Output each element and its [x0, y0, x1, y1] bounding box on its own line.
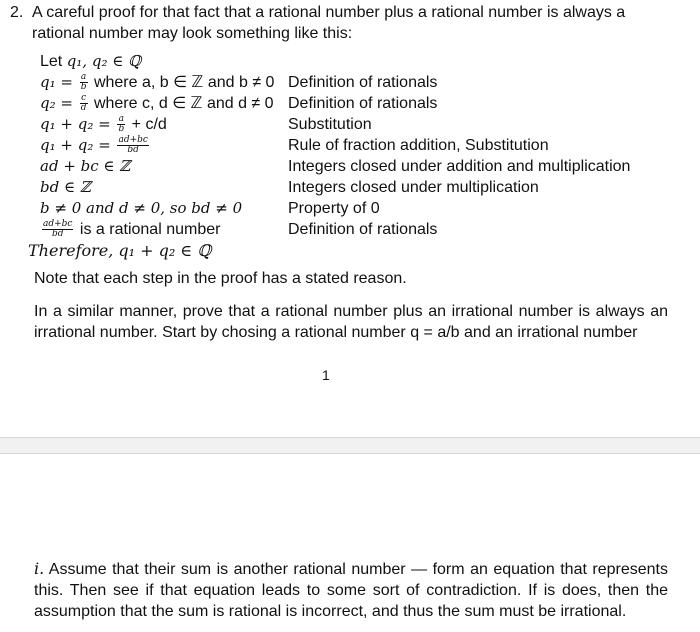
proof-reason: Integers closed under addition and multiplication: [288, 158, 631, 175]
task-text: Assume that their sum is another rational number — form an equation that represents this. Then see if that equation leads to some sort of contradiction. If is does, then the assumption that the sum is rational is incorrect, and thus the sum must be irrational.: [34, 561, 668, 620]
task-label: i.: [34, 559, 45, 578]
statement-math: q₁ =: [40, 73, 78, 91]
fraction-denominator: bd: [51, 229, 64, 240]
statement-math: bd ∈ ℤ: [40, 178, 91, 196]
proof-statement: [40, 156, 130, 177]
fraction: [80, 73, 88, 92]
proof-statement: [40, 135, 151, 156]
page-number: 1: [322, 367, 330, 383]
proof-reason: Definition of rationals: [288, 74, 438, 91]
proof-reason: Definition of rationals: [288, 95, 438, 112]
proof-statement: [40, 198, 242, 219]
fraction: [42, 220, 73, 239]
proof-statement: [40, 114, 167, 135]
fraction: [117, 115, 125, 134]
page-divider: [0, 437, 700, 454]
statement-math: b ≠ 0 and d ≠ 0, so bd ≠ 0: [40, 199, 243, 217]
statement-suffix: where a, b ∈ ℤ and b ≠ 0: [89, 74, 275, 91]
statement-suffix: + c/d: [127, 116, 167, 133]
proof-reason: Definition of rationals: [288, 221, 438, 238]
fraction-numerator: ad+bc: [43, 219, 73, 230]
fraction-numerator: a: [80, 72, 87, 83]
statement-math: q₂ =: [40, 94, 78, 112]
statement-math: q₁, q₂ ∈ ℚ: [66, 52, 142, 70]
statement-math: q₁ + q₂ =: [40, 115, 116, 133]
statement-math: q₁ + q₂ =: [40, 136, 116, 154]
proof-statement: [40, 219, 220, 240]
instruction-text: In a similar manner, prove that a rational number plus an irrational number is always an irrational number. Start by chosing a rational number q = a/b and an irrational number: [34, 303, 668, 341]
task-paragraph: [34, 558, 668, 622]
fraction: [80, 94, 88, 113]
problem-heading: [10, 2, 680, 44]
fraction-numerator: a: [118, 114, 125, 125]
proof-statement: [40, 177, 91, 198]
note-text: Note that each step in the proof has a stated reason.: [34, 270, 407, 287]
proof-reason: Property of 0: [288, 200, 380, 217]
fraction-numerator: ad+bc: [118, 135, 148, 146]
proof-reason: Integers closed under multiplication: [288, 179, 539, 196]
fraction-denominator: b: [80, 82, 87, 93]
proof-statement: [40, 72, 274, 93]
proof-statement: [40, 93, 274, 114]
proof-reason: Substitution: [288, 116, 372, 133]
statement-suffix: is a rational number: [75, 221, 221, 238]
fraction-denominator: bd: [127, 145, 139, 156]
fraction-numerator: c: [81, 93, 87, 104]
fraction-denominator: b: [118, 124, 125, 135]
proof-statement: [40, 51, 141, 72]
statement-suffix: where c, d ∈ ℤ and d ≠ 0: [89, 95, 274, 112]
statement-prefix: Let: [40, 53, 67, 70]
statement-math: ad + bc ∈ ℤ: [40, 157, 131, 175]
problem-intro: A careful proof for that fact that a rational number plus a rational number is always a rational number may look something like this:: [32, 4, 626, 42]
proof-reason: Rule of fraction addition, Substitution: [288, 137, 549, 154]
problem-number: 2.: [10, 4, 24, 21]
fraction: [117, 136, 148, 155]
fraction-denominator: d: [80, 103, 87, 114]
proof-conclusion: Therefore, q₁ + q₂ ∈ ℚ: [28, 241, 212, 260]
